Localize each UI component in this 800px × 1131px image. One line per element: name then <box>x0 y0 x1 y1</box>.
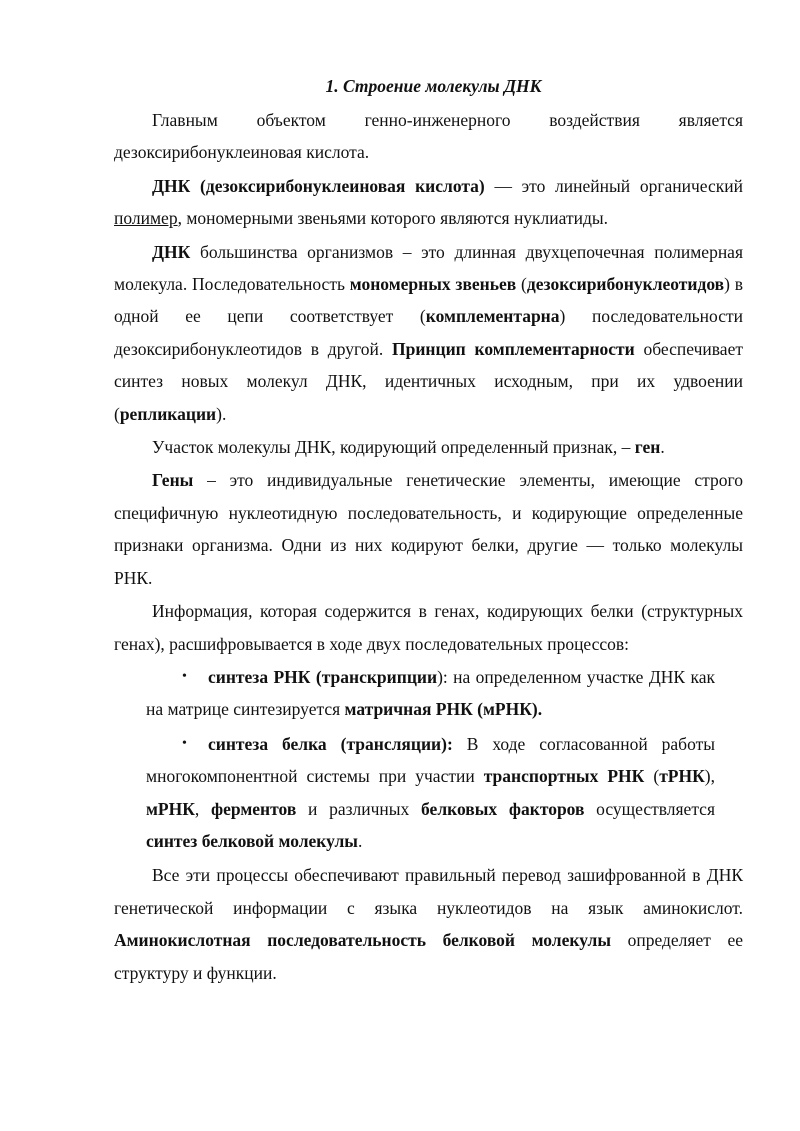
text-span: Все эти процессы обеспечивают правильный перевод зашифрованной в ДНК генетической информации с языка нуклеотидов на язык аминокислот. <box>114 865 743 918</box>
paragraph-intro: Главным объектом генно-инженерного воздействия является дезоксирибонуклеиновая кислота. <box>114 110 743 163</box>
text-span: ). <box>216 403 227 424</box>
text-span: определяет ее структуру и функции. <box>114 930 743 983</box>
text-span: . <box>660 437 665 458</box>
bullet-icon: • <box>182 735 187 751</box>
text-span: ( <box>516 274 527 295</box>
bold-term: Гены <box>152 470 194 491</box>
text-span: — это линейный органический <box>484 175 743 196</box>
bold-term: белковых факторов <box>421 798 585 819</box>
bold-term: ген <box>634 437 661 458</box>
paragraph-dna-definition <box>114 170 743 235</box>
paragraph-dna-structure <box>114 236 743 430</box>
bullet-icon: • <box>182 668 187 684</box>
bold-term: транспортных РНК <box>483 766 645 787</box>
text-span: ), <box>704 766 715 787</box>
bold-term: ДНК <box>152 241 191 262</box>
text-span: , мономерными звеньями которого являются нуклиатиды. <box>177 208 609 229</box>
bold-term: мономерных звеньев <box>349 274 517 295</box>
text-span: В ходе согласованной работы многокомпонентной системы при участии <box>146 733 715 787</box>
bold-term: тРНК <box>659 766 705 787</box>
paragraph-genes <box>114 464 743 594</box>
bold-term: синтеза РНК (транскрипции <box>208 666 438 687</box>
text-span: и различных <box>296 798 422 819</box>
paragraph-information: Информация, которая содержится в генах, кодирующих белки (структурных генах), расшифровывается в ходе двух последовательных процессов: <box>114 601 743 654</box>
bold-term: Принцип комплементарности <box>391 338 635 359</box>
bold-term: Аминокислотная последовательность белковой молекулы <box>114 930 612 951</box>
text-span: ( <box>644 766 660 787</box>
text-span: осуществляется <box>584 798 716 819</box>
bold-term: ферментов <box>211 798 297 819</box>
bold-term: репликации <box>119 403 217 424</box>
text-span: . <box>357 830 363 851</box>
list-item <box>146 728 715 858</box>
text-span: ) в одной ее цепи соответствует ( <box>114 274 743 327</box>
text-span: – это индивидуальные генетические элементы, имеющие строго специфичную нуклеотидную последовательность, и кодирующие определенные признаки организма. Одни из них кодируют белки, другие — только молекулы РНК. <box>114 470 743 588</box>
bold-term: синтеза белка (трансляции): <box>208 733 453 754</box>
list-item <box>146 661 715 726</box>
text-span: ) последовательности дезоксирибонуклеотидов в другой. <box>114 306 743 359</box>
section-title: 1. Строение молекулы ДНК <box>325 76 542 96</box>
text-span: Участок молекулы ДНК, кодирующий определенный признак, – <box>152 437 635 458</box>
paragraph-gene <box>114 431 743 463</box>
bold-term: ДНК (дезоксирибонуклеиновая кислота) <box>152 175 485 196</box>
text-span: , <box>194 798 212 819</box>
bold-term: матричная РНК (мРНК). <box>344 699 543 720</box>
polymer-link[interactable]: полимер <box>114 208 178 229</box>
process-list <box>146 661 715 857</box>
bold-term: мРНК <box>146 798 195 819</box>
bold-term: синтез белковой молекулы <box>146 830 358 851</box>
bold-term: комплементарна <box>425 306 560 327</box>
text-span: обеспечивает синтез новых молекул ДНК, идентичных исходным, при их удвоении ( <box>114 338 743 424</box>
text-span: ): на определенном участке ДНК как на матрице синтезируется <box>146 666 715 720</box>
paragraph-conclusion <box>114 859 743 989</box>
text-span: большинства организмов – это длинная двухцепочечная полимерная молекула. Последовательность <box>114 241 743 295</box>
bold-term: дезоксирибонуклеотидов <box>526 274 725 295</box>
